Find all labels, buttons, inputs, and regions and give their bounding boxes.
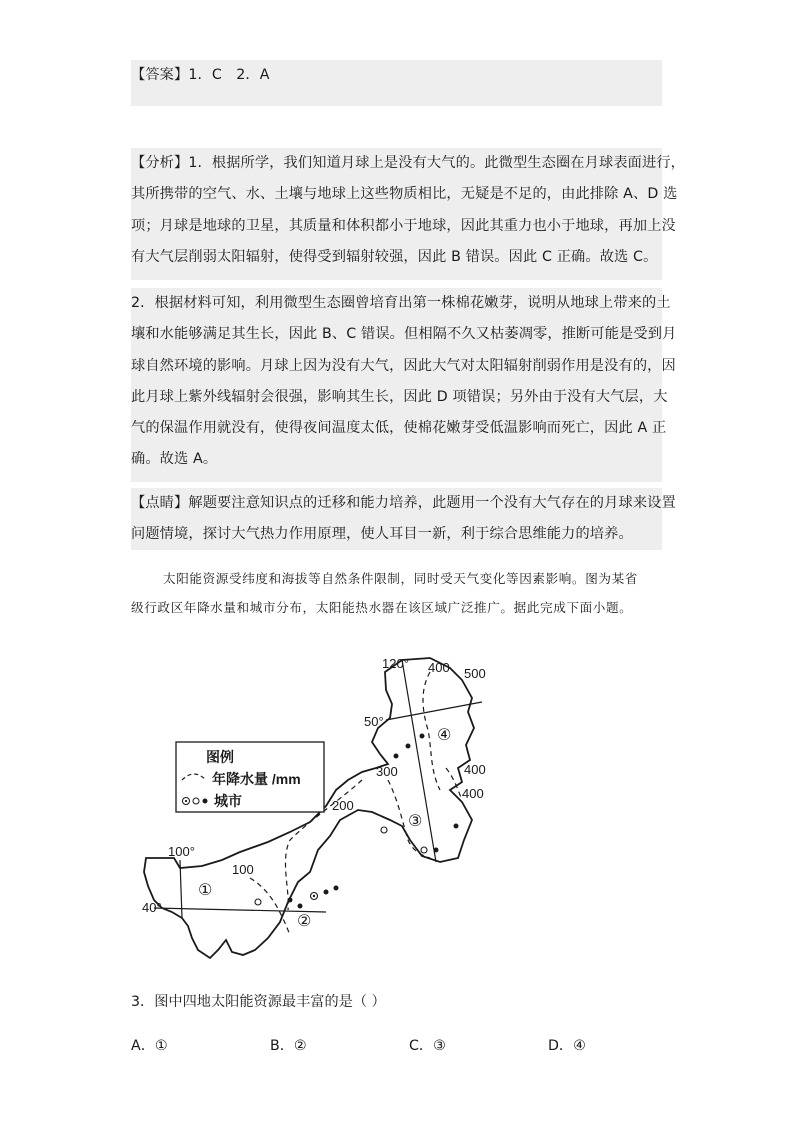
city-dot <box>394 754 399 759</box>
legend-city-circle-icon <box>193 798 199 804</box>
city-dot <box>288 898 293 903</box>
comment-paragraph <box>131 488 676 551</box>
city-dot <box>324 890 329 895</box>
legend-precipitation-label: 年降水量 /mm <box>212 771 301 787</box>
comment-line: 问题情境，探讨大气热力作用原理，使人耳目一新，利于综合思维能力的培养。 <box>131 526 633 543</box>
option-a[interactable]: A．① <box>131 1038 168 1054</box>
analysis2-line: 球自然环境的影响。月球上因为没有大气，因此大气对太阳辐射削弱作用是没有的，因 <box>131 357 676 374</box>
legend-city-dot-icon <box>203 799 208 804</box>
legend-city-capital-center <box>185 800 187 802</box>
region-1-label: ① <box>198 882 213 899</box>
intro-line: 太阳能资源受纬度和海拔等自然条件限制，同时受天气变化等因素影响。图为某省 <box>163 571 638 586</box>
region-4-label: ④ <box>437 727 452 744</box>
option-d[interactable]: D．④ <box>548 1038 586 1054</box>
city-circle <box>421 847 427 853</box>
analysis-paragraph <box>131 148 686 273</box>
answer-line: 【答案】1．C 2．A <box>131 67 270 83</box>
analysis2-line: 气的保温作用就没有，使得夜间温度太低，使棉花嫩芽受低温影响而死亡，因此 A 正 <box>131 420 667 437</box>
lon-100-label: 100° <box>168 844 195 859</box>
analysis-line: 【分析】1．根据所学，我们知道月球上是没有大气的。此微型生态圈在月球表面进行， <box>131 155 686 171</box>
city-circle <box>381 827 387 833</box>
analysis2-line: 此月球上紫外线辐射会很强，影响其生长，因此 D 项错误；另外由于没有大气层，大 <box>131 388 668 405</box>
analysis2-paragraph <box>131 288 677 476</box>
analysis-line: 其所携带的空气、水、土壤与地球上这些物质相比，无疑是不足的，由此排除 A、D 选 <box>131 186 678 203</box>
isohyet-200-label: 200 <box>332 798 354 813</box>
city-capital-center <box>313 895 315 897</box>
analysis-line: 有大气层削弱太阳辐射，使得受到辐射较强，因此 B 错误。因此 C 正确。故选 C。 <box>131 248 658 265</box>
isohyet-500-label: 500 <box>464 666 486 681</box>
isohyet-400-r1-label: 400 <box>464 762 486 777</box>
region-3-label: ③ <box>408 813 423 830</box>
comment-line: 【点睛】解题要注意知识点的迁移和能力培养，此题用一个没有大气存在的月球来设置 <box>131 495 676 511</box>
city-dot <box>454 824 459 829</box>
city-circle <box>255 899 261 905</box>
option-c[interactable]: C．③ <box>409 1038 446 1054</box>
question-options <box>0 1035 794 1059</box>
analysis2-line: 2．根据材料可知，利用微型生态圈曾培育出第一株棉花嫩芽，说明从地球上带来的土 <box>131 295 671 311</box>
analysis2-line: 壤和水能够满足其生长，因此 B、C 错误。但相隔不久又枯萎凋零，推断可能是受到月 <box>131 326 677 343</box>
option-b[interactable]: B．② <box>270 1038 307 1054</box>
city-dot <box>298 904 303 909</box>
legend-title: 图例 <box>206 749 234 765</box>
region-2-label: ② <box>297 913 312 930</box>
lat-40-label: 40° <box>142 900 162 915</box>
city-dot <box>334 886 339 891</box>
isohyet-300-label: 300 <box>376 764 398 779</box>
question-stem: 3．图中四地太阳能资源最丰富的是（ ） <box>131 994 386 1010</box>
precipitation-city-map <box>140 650 500 968</box>
legend-city-label: 城市 <box>214 793 242 809</box>
lat-50-label: 50° <box>364 714 384 729</box>
city-dot <box>420 734 425 739</box>
isohyet-400-top-label: 400 <box>428 660 450 675</box>
city-dot <box>434 848 439 853</box>
isohyet-100-label: 100 <box>232 862 254 877</box>
analysis-line: 项；月球是地球的卫星，其质量和体积都小于地球，因此其重力也小于地球，再加上没 <box>131 217 676 234</box>
analysis2-line: 确。故选 A。 <box>131 451 218 468</box>
lon-120-label: 120° <box>382 656 409 671</box>
isohyet-400-r2-label: 400 <box>462 786 484 801</box>
city-dot <box>406 744 411 749</box>
material-intro <box>131 564 671 622</box>
intro-line: 级行政区年降水量和城市分布，太阳能热水器在该区域广泛推广。据此完成下面小题。 <box>131 600 633 615</box>
